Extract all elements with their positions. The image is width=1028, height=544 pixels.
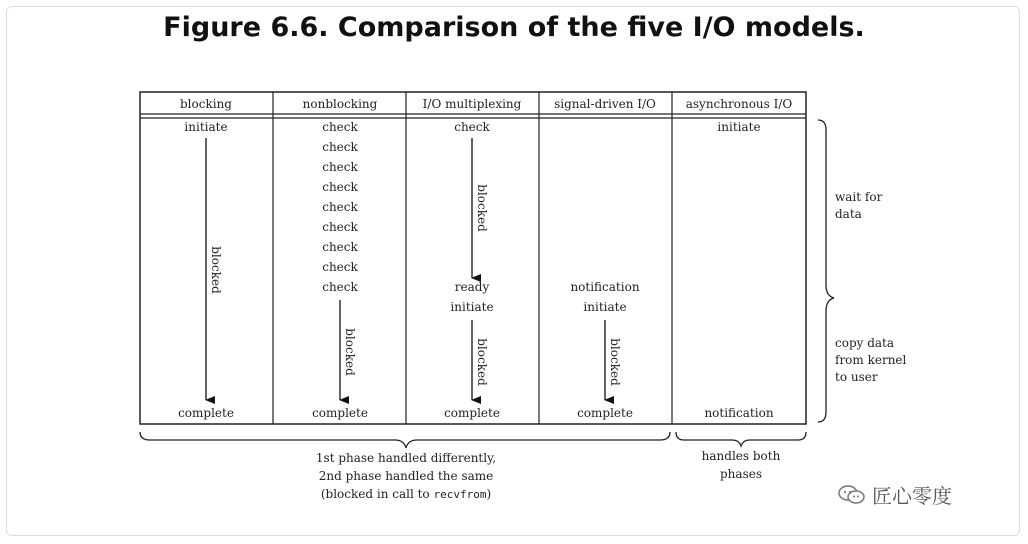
bottom-brace-left <box>140 432 670 448</box>
signal-blocked-label: blocked <box>608 338 622 386</box>
multiplexing-ready: ready <box>454 280 490 294</box>
multiplexing-blocked-label-1: blocked <box>475 184 489 232</box>
phase-note-suffix: ) <box>486 487 492 501</box>
multiplexing-initiate: initiate <box>450 300 494 314</box>
header-signal-driven: signal-driven I/O <box>554 97 656 111</box>
nonblocking-check: check <box>322 220 358 234</box>
nonblocking-check: check <box>322 260 358 274</box>
bottom-brace-right <box>676 432 806 446</box>
header-nonblocking: nonblocking <box>302 97 378 111</box>
handles-both-label: handles both <box>701 449 781 463</box>
signal-complete: complete <box>577 406 633 420</box>
nonblocking-check: check <box>322 140 358 154</box>
nonblocking-check: check <box>322 280 358 294</box>
nonblocking-check: check <box>322 180 358 194</box>
signal-notification: notification <box>570 280 640 294</box>
async-initiate: initiate <box>717 120 761 134</box>
phases-label: phases <box>720 467 762 481</box>
phase-note-line3 <box>321 487 491 501</box>
multiplexing-check: check <box>454 120 490 134</box>
phase-note-line1: 1st phase handled differently, <box>315 451 497 465</box>
figure-title: Figure 6.6. Comparison of the five I/O models. <box>163 12 865 43</box>
copy-data-label: copy data <box>835 336 895 350</box>
blocking-complete: complete <box>178 406 234 420</box>
watermark-text: 匠心零度 <box>872 484 952 508</box>
async-notification: notification <box>704 406 774 420</box>
blocking-blocked-label: blocked <box>209 246 223 294</box>
watermark <box>838 480 952 509</box>
nonblocking-blocked-label: blocked <box>343 328 357 376</box>
nonblocking-complete: complete <box>312 406 368 420</box>
recvfrom-code: recvfrom <box>433 488 487 501</box>
signal-initiate: initiate <box>583 300 627 314</box>
header-asynchronous: asynchronous I/O <box>685 97 793 111</box>
phase-note-prefix: (blocked in call to <box>320 487 434 501</box>
phase-note-line2: 2nd phase handled the same <box>318 469 494 483</box>
right-brace <box>818 120 834 422</box>
header-blocking: blocking <box>180 97 232 111</box>
blocking-initiate: initiate <box>184 120 228 134</box>
wechat-icon <box>838 484 866 506</box>
nonblocking-check: check <box>322 200 358 214</box>
from-kernel-label: from kernel <box>835 353 907 367</box>
nonblocking-check: check <box>322 240 358 254</box>
wait-for-label: wait for <box>835 190 883 204</box>
multiplexing-blocked-label-2: blocked <box>475 338 489 386</box>
to-user-label: to user <box>835 370 878 384</box>
wait-data-label: data <box>835 207 862 221</box>
nonblocking-check: check <box>322 160 358 174</box>
nonblocking-check: check <box>322 120 358 134</box>
table-border <box>140 92 806 424</box>
multiplexing-complete: complete <box>444 406 500 420</box>
header-io-multiplexing: I/O multiplexing <box>422 97 522 111</box>
